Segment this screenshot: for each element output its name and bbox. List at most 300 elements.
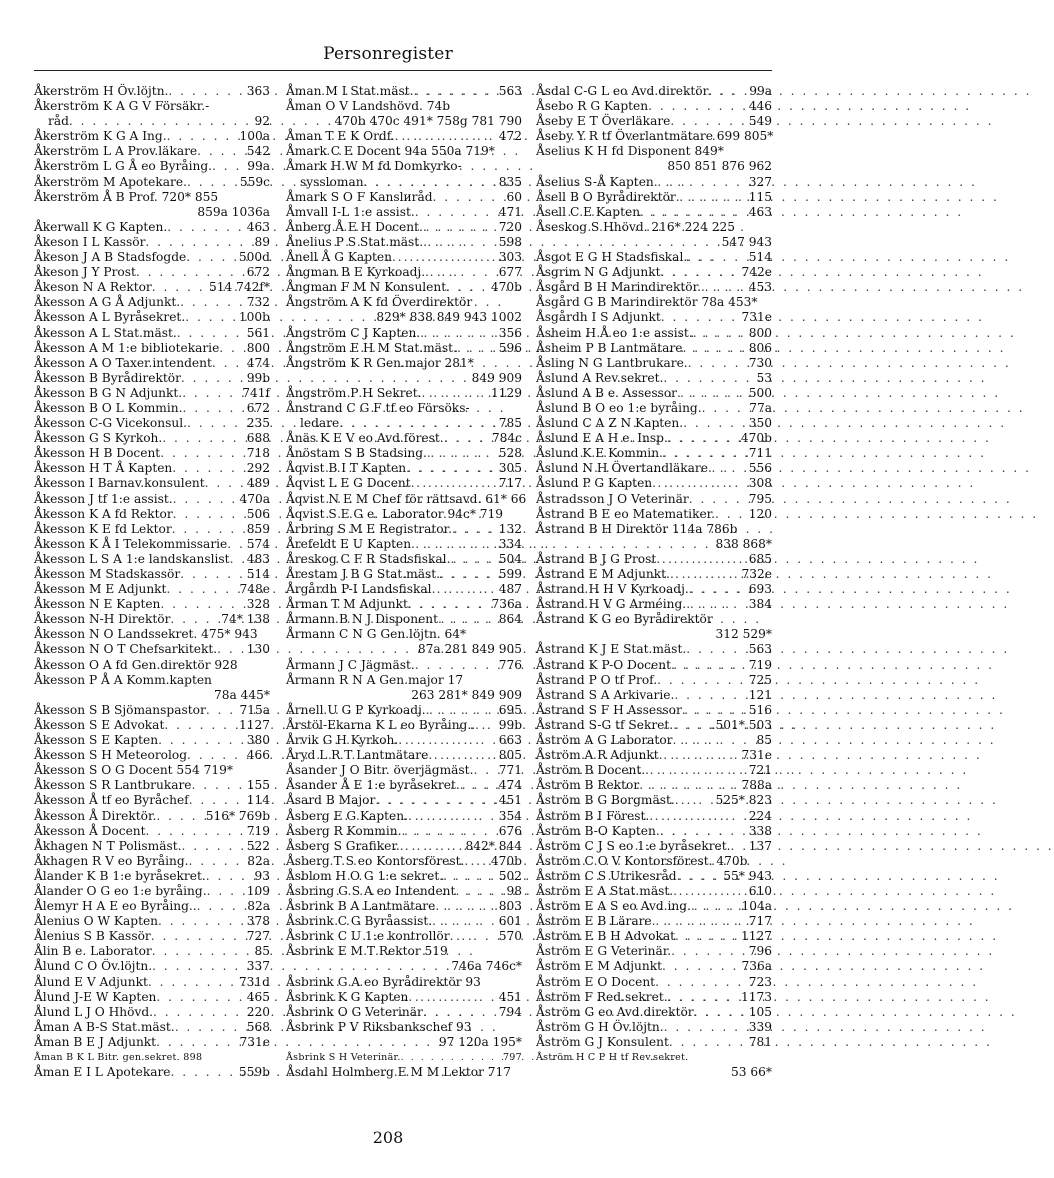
entry-page-ref: 563: [748, 642, 772, 657]
dot-leader: [160, 597, 244, 612]
dot-leader: [182, 839, 245, 854]
index-entry: [34, 295, 270, 310]
dot-leader: [180, 567, 245, 582]
index-entry-continuation: 829* 838 849 943 1002: [376, 310, 522, 325]
index-entry: [34, 914, 270, 929]
dot-leader: [657, 673, 747, 688]
index-entry: [286, 190, 522, 205]
entry-page-ref: 77a: [749, 400, 772, 415]
entry-page-ref: 446: [748, 99, 772, 114]
dot-leader: [660, 824, 747, 839]
dot-leader: [694, 1005, 747, 1020]
entry-name: Åslund A Rev.sekret.: [536, 370, 664, 385]
index-entry: Åkerström Å B Prof. 720* 855: [34, 189, 219, 204]
entry-name: Åsbrink O G Veterinär: [286, 1004, 423, 1019]
entry-name: Ånöstam S B Stadsing.: [286, 446, 427, 461]
entry-page-ref: 327: [748, 174, 772, 189]
entry-page-ref: 663: [498, 733, 522, 748]
entry-name: Åkesson M Stadskassör: [34, 567, 181, 581]
entry-page-ref: 559c: [239, 174, 270, 189]
entry-name: Åqvist L E G Docent: [286, 476, 411, 491]
entry-page-ref: 717: [498, 476, 522, 491]
dot-leader: [655, 975, 747, 990]
dot-leader: [673, 884, 747, 899]
dot-leader: [677, 869, 722, 884]
dot-leader: [682, 341, 746, 356]
dot-leader: [661, 310, 740, 325]
dot-leader: [156, 809, 203, 824]
entry-page-ref: 105: [748, 1004, 772, 1019]
entry-page-ref: 451: [498, 793, 522, 808]
index-entry: [286, 522, 522, 537]
entry-name: Åkesson Å Direktör.: [34, 808, 157, 823]
index-entry: Åström C O V Kontorsförest. 470b: [536, 853, 748, 868]
entry-name: Åkeson J A B Stadsfogde: [34, 250, 187, 265]
dot-leader: [455, 884, 504, 899]
entry-name: Ålander K B 1:e byråsekret.: [34, 868, 206, 883]
dot-leader: [460, 778, 497, 793]
entry-page-ref: 89: [254, 234, 270, 249]
index-entry: [536, 975, 772, 990]
index-entry: [286, 748, 522, 763]
dot-leader: [423, 220, 497, 235]
dot-leader: [408, 597, 490, 612]
index-entry: Ångström K R Gen.major 281*: [286, 355, 474, 370]
index-entry: [34, 250, 270, 265]
dot-leader: [668, 990, 739, 1005]
entry-name: Ålin B e. Laborator: [34, 944, 152, 959]
entry-name: Åkesson J tf 1:e assist.: [34, 491, 173, 506]
index-entry: [536, 326, 772, 341]
entry-name: Åstrand K J E Stat.mäst.: [536, 642, 687, 657]
dot-leader: [392, 250, 497, 265]
index-entry: Åkesson O A fd Gen.direktör 928: [34, 657, 238, 672]
entry-page-ref: 99b: [498, 717, 522, 732]
index-entry: [286, 809, 522, 824]
entry-page-ref: 472: [498, 129, 522, 144]
entry-name: Åslund B O eo 1:e byråing.: [536, 400, 702, 415]
dot-leader: [689, 582, 747, 597]
entry-name: Åström C S Utrikesråd: [536, 868, 677, 883]
entry-page-ref: 574: [246, 536, 270, 551]
index-entry: Åsbrink G A eo Byrådirektör 93: [286, 974, 481, 989]
entry-page-ref: 725: [748, 672, 772, 687]
entry-name: Åkesson N O T Chefsarkitekt.: [34, 642, 218, 657]
index-entry: [536, 401, 772, 416]
entry-name: Ångman F M N Konsulent: [286, 280, 447, 295]
entry-name: Åström E O Docent: [536, 974, 656, 989]
entry-name: Åkesson S R Lantbrukare: [34, 778, 192, 793]
entry-page-ref: 549: [748, 114, 772, 129]
entry-name: Ålund C O Öv.löjtn.: [34, 959, 153, 974]
index-entry: [536, 763, 772, 778]
index-entry: [536, 507, 772, 522]
entry-page-ref: 805: [498, 748, 522, 763]
dot-leader: [663, 371, 754, 386]
index-entry: Åmark H W M fd Domkyrko-: [286, 159, 462, 174]
dot-leader: [715, 507, 747, 522]
index-entry: [536, 597, 772, 612]
dot-leader: [192, 778, 245, 793]
dot-leader: [671, 944, 747, 959]
index-entry: Åselius K H fd Disponent 849*: [536, 144, 724, 159]
entry-page-ref: 500: [748, 385, 772, 400]
dot-leader: [649, 809, 746, 824]
index-entry: [536, 733, 772, 748]
dot-leader: [676, 190, 747, 205]
entry-name: Åkesson N E Kapten: [34, 597, 161, 612]
entry-name: Ålander O G eo 1:e byråing.: [34, 883, 207, 898]
entry-name: Årman T M Adjunkt: [286, 597, 408, 612]
entry-name: Åkhagen N T Polismäst.: [34, 838, 182, 853]
entry-page-ref: 466: [246, 748, 270, 763]
entry-page-ref: 719: [748, 657, 772, 672]
dot-leader: [422, 386, 489, 401]
entry-name: Ålemyr H A E eo Byråing..: [34, 899, 197, 914]
dot-leader: [69, 114, 253, 129]
index-entry: [536, 567, 772, 582]
index-entry: [286, 929, 522, 944]
dot-leader: [443, 869, 497, 884]
entry-name: Åsell C E Kapten: [536, 204, 641, 219]
index-entry: [34, 144, 270, 159]
index-entry-continuation: 97 120a 195*: [438, 1034, 522, 1049]
index-entry: [34, 597, 270, 612]
index-entry: Åqvist S E G e. Laborator 94c* 719: [286, 506, 504, 521]
dot-leader: [438, 612, 497, 627]
entry-name: Åström B Rektor: [536, 778, 640, 793]
index-entry: [286, 658, 522, 673]
entry-page-ref: 99a: [749, 84, 772, 98]
index-entry: [34, 326, 270, 341]
entry-page-ref: 688: [246, 431, 270, 446]
entry-name: Åkesson B Byrådirektör: [34, 370, 181, 385]
entry-page-ref: 489: [246, 476, 270, 491]
entry-page-ref: 55* 943: [723, 868, 772, 883]
index-entry: [34, 220, 270, 235]
dot-leader: [156, 1035, 237, 1050]
dot-leader: [186, 250, 237, 265]
dot-leader: [664, 1020, 747, 1035]
entry-name: Åsard B Major: [286, 793, 376, 808]
entry-page-ref: 470b: [490, 853, 522, 868]
index-entry: [286, 250, 522, 265]
index-entry: [34, 356, 270, 371]
entry-page-ref: 695: [498, 702, 522, 717]
dot-leader: [156, 990, 244, 1005]
dot-leader: [450, 929, 497, 944]
dot-leader: [423, 1005, 497, 1020]
index-entry: Åkesson P Å A Komm.kapten: [34, 672, 212, 687]
dot-leader: [187, 416, 245, 431]
entry-page-ref: 570: [498, 929, 522, 944]
index-entry: [286, 914, 522, 929]
index-entry: [34, 612, 270, 627]
index-entry: [536, 341, 772, 356]
index-entry: [536, 793, 772, 808]
entry-page-ref: 470b: [490, 280, 522, 295]
entry-name: Åström B Docent.: [536, 763, 646, 778]
entry-name: Åkesson B G N Adjunkt.: [34, 385, 183, 400]
index-entry: [536, 356, 772, 371]
index-entry: [34, 507, 270, 522]
entry-page-ref: 677: [498, 265, 522, 280]
entry-page-ref: 483: [246, 551, 270, 566]
index-column-2: [286, 84, 527, 1080]
entry-name: Årmann B N J Disponent: [286, 612, 439, 627]
dot-leader: [687, 250, 747, 265]
entry-page-ref: 771: [498, 763, 522, 778]
entry-page-ref: 685: [748, 551, 772, 566]
index-entry: [34, 1035, 270, 1050]
dot-leader: [433, 190, 505, 205]
entry-page-ref: 784c: [491, 431, 522, 446]
index-entry: [536, 416, 772, 431]
entry-name: Åsdal C-G L eo Avd.direktör: [536, 84, 709, 98]
index-entry: [286, 703, 522, 718]
entry-name: Åström B-O Kapten.: [536, 823, 660, 838]
index-entry-continuation: 547 943: [721, 234, 772, 249]
entry-name: Åstrand B E eo Matematiker.: [536, 506, 716, 521]
index-entry: [286, 84, 522, 99]
entry-page-ref: 715a: [239, 702, 270, 717]
entry-name: Åkesson C-G Vicekonsul.: [34, 416, 187, 431]
entry-page-ref: 93: [254, 868, 270, 883]
index-entry: [536, 175, 772, 190]
entry-page-ref: 563: [498, 84, 522, 98]
entry-page-ref: 120: [748, 506, 772, 521]
entry-name: Åstrand B J G Prost: [536, 551, 657, 566]
entry-name: Åman E I L Apotekare: [34, 1065, 171, 1080]
index-entry: [536, 446, 772, 461]
dot-leader: [168, 84, 244, 99]
entry-name: Åsebo R G Kapten: [536, 99, 649, 114]
dot-leader: [148, 975, 237, 990]
dot-leader: [432, 914, 497, 929]
entry-name: Åslund P G Kapten: [536, 476, 653, 491]
index-entry: [34, 778, 270, 793]
index-entry: [34, 310, 270, 325]
dot-leader: [187, 748, 245, 763]
dot-leader: [423, 235, 497, 250]
dot-leader: [172, 461, 244, 476]
index-entry: [34, 869, 270, 884]
entry-page-ref: 693: [748, 582, 772, 597]
entry-page-ref: 303: [498, 250, 522, 265]
dot-leader: [166, 582, 237, 597]
index-entry: [536, 929, 772, 944]
entry-page-ref: 731e: [741, 310, 772, 325]
entry-name: Åman A B-S Stat.mäst.: [34, 1019, 175, 1034]
entry-name: Åsbring G S A eo Intendent: [286, 883, 456, 898]
dot-leader: [673, 733, 755, 748]
dot-leader: [206, 869, 253, 884]
index-entry: [286, 793, 522, 808]
entry-page-ref: 723: [748, 974, 772, 989]
dot-leader: [450, 552, 496, 567]
dot-leader: [415, 658, 497, 673]
index-entry: [34, 1065, 270, 1080]
dot-leader: [708, 461, 747, 476]
entry-page-ref: 82a: [247, 853, 270, 868]
entry-page-ref: 500d: [238, 250, 270, 265]
entry-name: Åsgot E G H Stadsfiskal.: [536, 250, 688, 265]
index-entry: [536, 582, 772, 597]
entry-name: Åkhagen R V eo Byråing.: [34, 853, 189, 868]
dot-leader: [656, 552, 746, 567]
index-entry: Åseskog S Hhövd. 216* 224 225: [536, 219, 736, 234]
entry-page-ref: 568: [246, 1019, 270, 1034]
entry-page-ref: 727: [246, 929, 270, 944]
index-entry: [536, 914, 772, 929]
entry-name: Åman T E K Ordf.: [286, 129, 395, 144]
entry-name: Årgårdh P-I Landsfiskal: [286, 582, 432, 597]
index-entry: [34, 159, 270, 174]
entry-name: Åman B E J Adjunkt: [34, 1034, 157, 1049]
dot-leader: [375, 793, 496, 808]
entry-name: Ånelius P S Stat.mäst.: [286, 234, 424, 249]
index-entry: [286, 884, 522, 899]
entry-name: Åkesson A L Byråsekret.: [34, 310, 186, 325]
entry-page-ref: 99a: [247, 159, 270, 174]
index-entry-continuation: 470b 470c 491* 758g 781 790: [334, 114, 522, 129]
index-entry: Åkerström K A G V Försäkr.-: [34, 99, 210, 114]
entry-page-ref: 731d: [238, 974, 270, 989]
index-entry: [536, 205, 772, 220]
dot-leader: [167, 220, 245, 235]
entry-name: Åkesson A L Stat.mäst.: [34, 325, 177, 340]
entry-name: Åreskog C F R Stadsfiskal.: [286, 551, 451, 566]
index-entry: [286, 567, 522, 582]
index-entry: [536, 492, 772, 507]
index-entry-continuation: 849 909: [471, 370, 522, 385]
entry-name: Åqvist B I T Kapten: [286, 461, 407, 476]
entry-name: Årstöl-Ekarna K L eo Byråing..: [286, 717, 476, 732]
entry-name: Åkesson Å Docent: [34, 823, 146, 838]
entry-name: Åstrand P O tf Prof.: [536, 672, 658, 687]
index-entry: Åsbrink P V Riksbankschef 93: [286, 1019, 472, 1034]
entry-page-ref: 463: [748, 204, 772, 219]
entry-page-ref: 53: [756, 370, 772, 385]
entry-name: Åström E M Adjunkt: [536, 959, 663, 974]
index-entry: Åman B K L Bitr. gen.sekret. 898: [34, 1052, 203, 1063]
entry-name: Åkesson B O L Kommin.: [34, 400, 183, 415]
index-entry: [536, 386, 772, 401]
index-entry: [286, 265, 522, 280]
dot-leader: [180, 295, 245, 310]
index-entry: [536, 642, 772, 657]
entry-name: Åkesson M E Adjunkt: [34, 582, 167, 597]
index-entry: Åsdahl Holmberg E M M Lektor 717: [286, 1065, 512, 1080]
dot-leader: [689, 492, 747, 507]
index-entry: [286, 431, 522, 446]
index-entry: [536, 990, 772, 1005]
entry-page-ref: 471: [498, 204, 522, 219]
dot-leader: [452, 522, 497, 537]
dot-leader: [693, 326, 747, 341]
dot-leader: [662, 959, 739, 974]
entry-name: Åsbrink C G Byråassist.: [286, 914, 433, 929]
entry-page-ref: 525* 823: [715, 793, 772, 808]
entry-name: Ångström E H M Stat.mäst.: [286, 340, 457, 355]
entry-name: Åslund C A Z N Kapten.: [536, 416, 684, 431]
entry-page-ref: 864: [498, 612, 522, 627]
index-entry: [34, 824, 270, 839]
dot-leader: [420, 326, 497, 341]
index-entry: [536, 114, 772, 129]
entry-page-ref: 516* 769b: [205, 808, 270, 823]
dot-leader: [435, 899, 496, 914]
entry-page-ref: 514: [246, 567, 270, 581]
index-entry: [34, 990, 270, 1005]
dot-leader: [426, 703, 497, 718]
dot-leader: [158, 914, 245, 929]
entry-name: Åkesson G S Kyrkoh.: [34, 431, 163, 446]
index-entry: [34, 718, 270, 733]
entry-page-ref: 85: [254, 944, 270, 959]
entry-name: Årnell U G P Kyrkoadj.: [286, 702, 426, 717]
entry-page-ref: 114: [246, 793, 270, 808]
entry-page-ref: 220: [246, 1004, 270, 1019]
entry-name: Åstradsson J O Veterinär: [536, 491, 689, 506]
entry-page-ref: 82a: [247, 899, 270, 914]
entry-page-ref: 719: [246, 823, 270, 838]
entry-name: Åkesson A M 1:e bibliotekarie: [34, 340, 220, 355]
entry-name: Åsgårdh I S Adjunkt: [536, 310, 661, 325]
dot-leader: [464, 854, 489, 869]
entry-page-ref: 109: [246, 883, 270, 898]
entry-name: Åkesson A G Å Adjunkt.: [34, 295, 181, 310]
dot-leader: [152, 280, 207, 295]
index-entry: Ånstrand C G F tf eo Försöks-: [286, 400, 470, 415]
entry-page-ref: 730: [748, 355, 772, 370]
index-entry: [286, 129, 522, 144]
index-entry: [536, 778, 772, 793]
dot-leader: [197, 899, 246, 914]
entry-name: Åsberg R Kommin.: [286, 823, 402, 838]
entry-page-ref: 1127: [740, 929, 772, 944]
entry-page-ref: 514 742f*: [208, 280, 270, 295]
index-entry: [34, 1005, 270, 1020]
entry-page-ref: 797: [502, 1052, 522, 1063]
index-entry-continuation: 312 529*: [715, 627, 772, 642]
entry-name: Åryd L R T Lantmätare: [286, 748, 429, 763]
dot-leader: [440, 567, 497, 582]
entry-page-ref: 596: [498, 340, 522, 355]
entry-name: Årestam J B G Stat.mäst.: [286, 567, 441, 581]
index-entry: [34, 280, 270, 295]
dot-leader: [668, 431, 739, 446]
dot-leader: [691, 899, 740, 914]
entry-name: Ålund J-E W Kapten: [34, 989, 157, 1004]
entry-name: Åkesson H T Å Kapten: [34, 461, 173, 476]
entry-page-ref: 731e: [239, 1034, 270, 1049]
dot-leader: [164, 718, 237, 733]
dot-leader: [702, 401, 748, 416]
dot-leader: [688, 356, 747, 371]
dot-leader: [645, 763, 747, 778]
entry-page-ref: 796: [748, 944, 772, 959]
entry-page-ref: 721: [748, 763, 772, 778]
entry-name: Åstrand H V G Arméing.: [536, 597, 687, 612]
index-entry: [286, 824, 522, 839]
dot-leader: [673, 718, 709, 733]
index-entry: [286, 386, 522, 401]
entry-page-ref: 451: [498, 989, 522, 1004]
index-entry: [536, 1005, 772, 1020]
index-entry: [286, 839, 522, 854]
entry-name: Åström E A Stat.mäst.: [536, 883, 674, 898]
